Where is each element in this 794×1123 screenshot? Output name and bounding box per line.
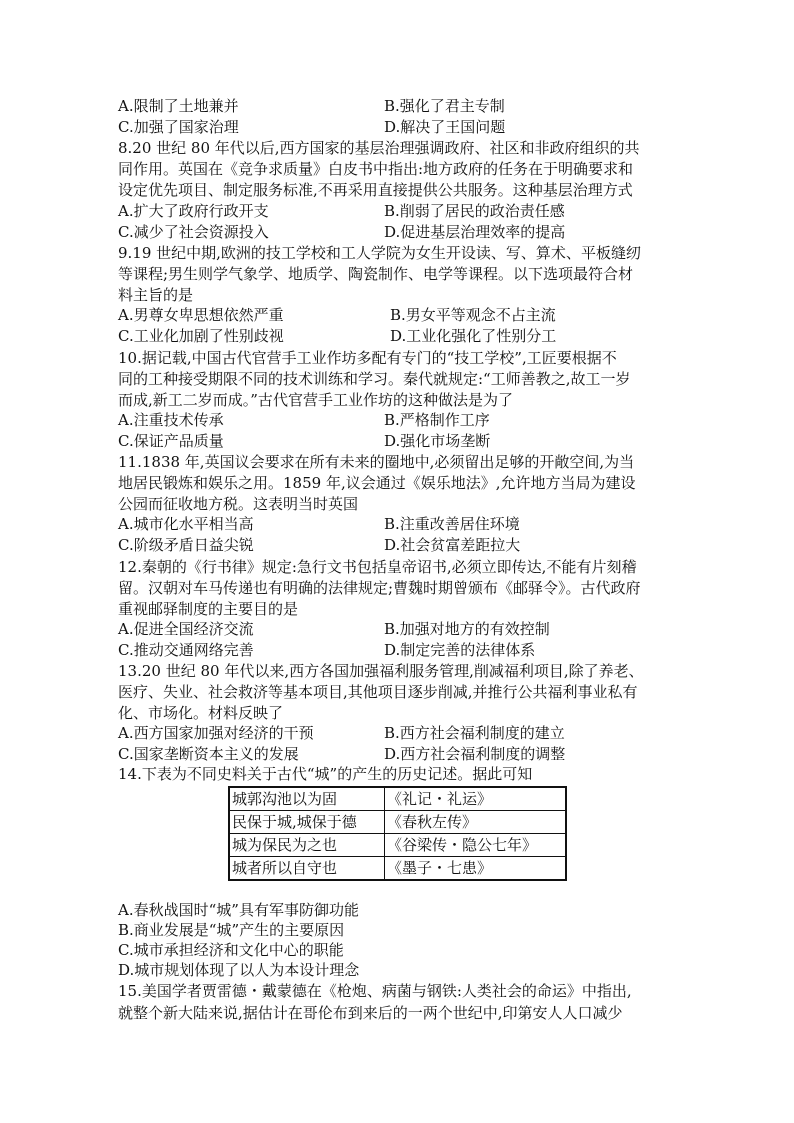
q10-option-b: B.严格制作工序 xyxy=(384,411,490,429)
q14-option-c: C.城市承担经济和文化中心的职能 xyxy=(118,941,344,959)
q8-option-b: B.削弱了居民的政治责任感 xyxy=(384,202,565,220)
q11-option-a: A.城市化水平相当高 xyxy=(118,515,254,533)
q14-stem-line: 14.下表为不同史料关于古代“城”的产生的历史记述。据此可知 xyxy=(118,765,533,783)
q12-option-d: D.制定完善的法律体系 xyxy=(384,641,536,659)
table-cell-quote: 城郭沟池以为固 xyxy=(229,787,385,811)
q13-stem-line: 医疗、失业、社会救济等基本项目,其他项目逐步削减,并推行公共福利事业私有 xyxy=(118,683,638,701)
table-row xyxy=(229,857,566,881)
q9-option-c: C.工业化加剧了性别歧视 xyxy=(118,327,284,345)
table-row xyxy=(229,834,566,857)
q12-stem-line: 重视邮驿制度的主要目的是 xyxy=(118,600,299,618)
q7-option-d: D.解决了王国问题 xyxy=(384,118,506,136)
q7-option-c: C.加强了国家治理 xyxy=(118,118,239,136)
table-cell-quote: 城为保民为之也 xyxy=(229,834,385,857)
q9-option-a: A.男尊女卑思想依然严重 xyxy=(118,306,284,324)
q15-stem-line: 就整个新大陆来说,据估计在哥伦布到来后的一两个世纪中,印第安人人口减少 xyxy=(118,1004,623,1022)
q7-option-b: B.强化了君主专制 xyxy=(384,97,505,115)
q10-option-c: C.保证产品质量 xyxy=(118,432,224,450)
q11-option-c: C.阶级矛盾日益尖锐 xyxy=(118,536,254,554)
q7-option-a: A.限制了土地兼并 xyxy=(118,97,239,115)
q8-option-c: C.减少了社会资源投入 xyxy=(118,223,269,241)
q12-stem-line: 留。汉朝对车马传递也有明确的法律规定;曹魏时期曾颁布《邮驿令》。古代政府 xyxy=(118,579,641,597)
q8-stem-line: 设定优先项目、制定服务标准,不再采用直接提供公共服务。这种基层治理方式 xyxy=(118,181,633,199)
q13-option-a: A.西方国家加强对经济的干预 xyxy=(118,724,314,742)
q13-stem-line: 化、市场化。材料反映了 xyxy=(118,704,284,722)
table-row xyxy=(229,811,566,834)
q11-stem-line: 11.1838 年,英国议会要求在所有未来的圈地中,必须留出足够的开敞空间,为当 xyxy=(118,453,635,471)
q14-option-a: A.春秋战国时“城”具有军事防御功能 xyxy=(118,901,359,919)
table-cell-source: 《礼记・礼运》 xyxy=(385,787,567,811)
table-cell-source: 《谷梁传・隐公七年》 xyxy=(385,834,567,857)
q11-option-d: D.社会贫富差距拉大 xyxy=(384,536,521,554)
q9-stem-line: 9.19 世纪中期,欧洲的技工学校和工人学院为女生开设读、写、算术、平板缝纫 xyxy=(118,244,641,262)
q11-option-b: B.注重改善居住环境 xyxy=(384,515,520,533)
q9-option-b: B.男女平等观念不占主流 xyxy=(390,306,556,324)
q8-option-a: A.扩大了政府行政开支 xyxy=(118,202,269,220)
table-cell-quote: 民保于城,城保于德 xyxy=(229,811,385,834)
q8-stem-line: 同作用。英国在《竞争求质量》白皮书中指出:地方政府的任务在于明确要求和 xyxy=(118,160,634,178)
q13-option-b: B.西方社会福利制度的建立 xyxy=(384,724,565,742)
q12-option-b: B.加强对地方的有效控制 xyxy=(384,620,550,638)
q12-option-c: C.推动交通网络完善 xyxy=(118,641,254,659)
q9-stem-line: 料主旨的是 xyxy=(118,286,194,304)
q15-stem-line: 15.美国学者贾雷德・戴蒙德在《枪炮、病菌与钢铁:人类社会的命运》中指出, xyxy=(118,982,632,1000)
q12-stem-line: 12.秦朝的《行书律》规定:急行文书包括皇帝诏书,必须立即传达,不能有片刻稽 xyxy=(118,558,637,576)
q11-stem-line: 地居民锻炼和娱乐之用。1859 年,议会通过《娱乐地法》,允许地方当局为建设 xyxy=(118,474,636,492)
q14-option-b: B.商业发展是“城”产生的主要原因 xyxy=(118,921,345,939)
q9-option-d: D.工业化强化了性别分工 xyxy=(390,327,557,345)
q10-stem-line: 10.据记载,中国古代官营手工业作坊多配有专门的“技工学校”,工匠要根据不 xyxy=(118,349,617,367)
q9-stem-line: 等课程;男生则学气象学、地质学、陶瓷制作、电学等课程。以下选项最符合材 xyxy=(118,265,634,283)
q10-option-a: A.注重技术传承 xyxy=(118,411,224,429)
q14-option-d: D.城市规划体现了以人为本设计理念 xyxy=(118,961,360,979)
q13-option-c: C.国家垄断资本主义的发展 xyxy=(118,745,299,763)
table-row xyxy=(229,787,566,811)
q13-stem-line: 13.20 世纪 80 年代以来,西方各国加强福利服务管理,削减福利项目,除了养老、 xyxy=(118,662,644,680)
q8-option-d: D.促进基层治理效率的提高 xyxy=(384,223,566,241)
q13-option-d: D.西方社会福利制度的调整 xyxy=(384,745,566,763)
q12-option-a: A.促进全国经济交流 xyxy=(118,620,254,638)
q11-stem-line: 公园而征收地方税。这表明当时英国 xyxy=(118,495,359,513)
q14-source-table xyxy=(228,786,567,881)
q8-stem-line: 8.20 世纪 80 年代以后,西方国家的基层治理强调政府、社区和非政府组织的共 xyxy=(118,139,640,157)
table-cell-source: 《春秋左传》 xyxy=(385,811,567,834)
q10-option-d: D.强化市场垄断 xyxy=(384,432,491,450)
q10-stem-line: 同的工种接受期限不同的技术训练和学习。秦代就规定:“工师善教之,故工一岁 xyxy=(118,370,631,388)
table-cell-source: 《墨子・七患》 xyxy=(385,857,567,881)
q10-stem-line: 而成,新工二岁而成。”古代官营手工业作坊的这种做法是为了 xyxy=(118,391,513,409)
table-cell-quote: 城者所以自守也 xyxy=(229,857,385,881)
